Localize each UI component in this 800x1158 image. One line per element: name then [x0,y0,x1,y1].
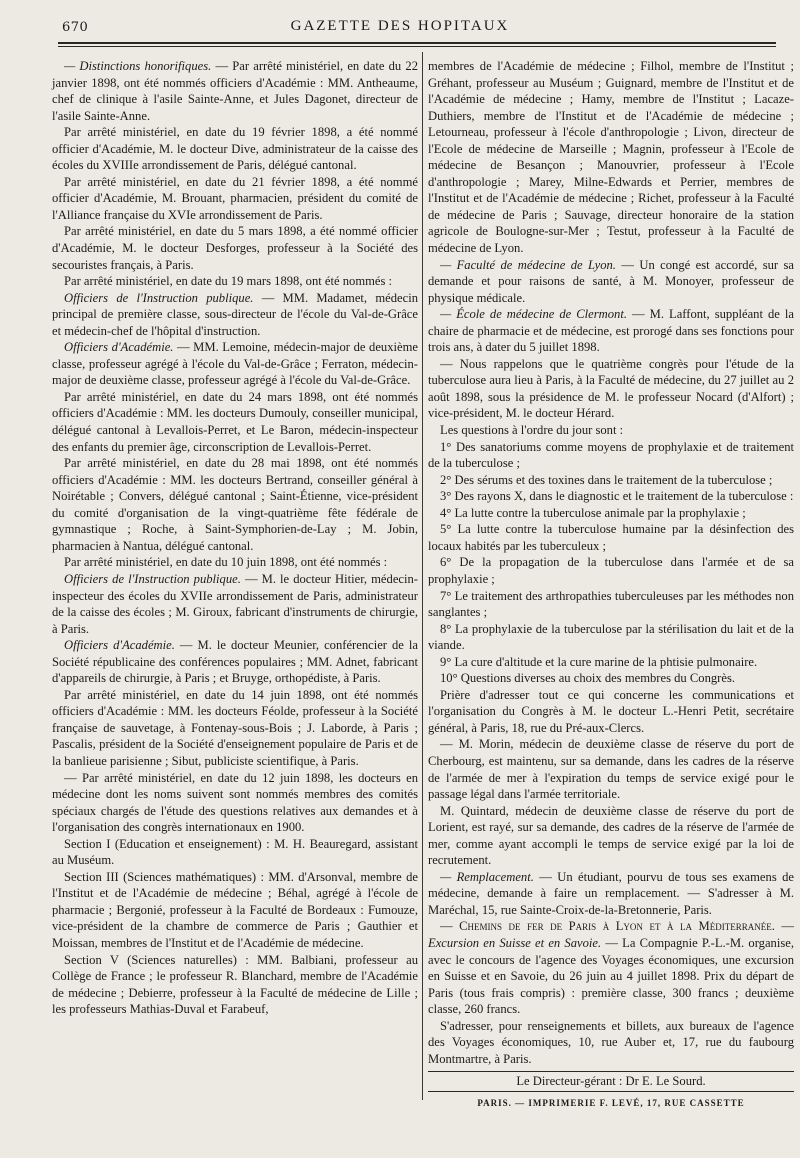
paragraph-text: 2° Des sérums et des toxines dans le traitement de la tuberculose ; [440,472,773,487]
paragraph-text: Section V (Sciences naturelles) : MM. Balbiani, professeur au Collège de France ; le professeur R. Blanchard, membre de l'Académie de médecine ; Debierre, professeur à la Faculté de médecine de Lille ; les professeurs Mathias-Duval et Farabeuf, [52,952,418,1017]
right-paragraph [428,306,794,356]
paragraph-lead: — École de médecine de Clermont. [440,307,628,322]
left-paragraph [52,174,418,224]
left-column [52,58,418,1018]
paragraph-text: — M. Laffont, suppléant de la chaire de pharmacie et de médecine, est prorogé dans ses fonctions pour trois ans, à dater du 5 juillet 1898. [428,307,794,355]
right-paragraph [428,803,794,869]
paragraph-lead: Officiers de l'Instruction publique. [64,571,241,586]
paragraph-text: Prière d'adresser tout ce qui concerne les communications et l'organisation du Congrès à M. le docteur L.-Henri Petit, secrétaire général, à Paris, 18, rue du Pré-aux-Clercs. [428,687,794,735]
paragraph-text: Section III (Sciences mathématiques) : MM. d'Arsonval, membre de l'Institut et de l'Académie de médecine ; Béhal, agrégé à l'école de pharmacie ; Bergonié, professeur à la Faculté de Bordeaux : Fumouze, vice-président de la chambre de commerce de Paris ; Gauthier et Moissan, membres de l'Institut et de l'Académie de médecine. [52,869,418,950]
left-paragraph [52,869,418,952]
right-paragraph [428,654,794,671]
left-paragraph [52,770,418,836]
left-paragraph [52,223,418,273]
left-paragraph [52,571,418,637]
paragraph-text: 1° Des sanatoriums comme moyens de prophylaxie et de traitement de la tuberculose ; [428,439,794,471]
left-paragraph [52,637,418,687]
paragraph-text: Par arrêté ministériel, en date du 28 mai 1898, ont été nommés officiers d'Académie : MM. les docteurs Bertrand, conseiller général à Noirétable ; Convers, délégué cantonal ; Saint-Étienne, vice-président du comité d'organisation de la vingt-quatrième fête fédérale de gymnastique ; Roche, à Saint-Symphorien-de-Lay ; M. Jobin, pharmacien à Nantua, délégué cantonal. [52,456,418,553]
paragraph-lead: Officiers de l'Instruction publique. [64,290,254,305]
right-paragraph [428,505,794,522]
paragraph-text: 5° La lutte contre la tuberculose humaine par la désinfection des locaux habités par les tuberculeux ; [428,522,794,553]
right-paragraph [428,521,794,554]
right-paragraph [428,257,794,307]
right-paragraph [428,869,794,919]
paragraph-text: 3° Des rayons X, dans le diagnostic et le traitement de la tuberculose : [440,489,794,504]
paragraph-lead: — Chemins de fer de Paris à Lyon et à la Méditerranée. [440,919,775,934]
right-column [428,58,794,1111]
paragraph-text: 10° Questions diverses au choix des membres du Congrès. [440,671,735,686]
left-paragraph [52,836,418,869]
right-paragraph [428,1018,794,1068]
column-divider [422,52,423,1100]
paragraph-text: membres de l'Académie de médecine ; Filhol, membre de l'Institut ; Gréhant, professeur au Muséum ; Guignard, membre de l'Institut et de l'Académie de médecine ; Hamy, membre de l'Institut ; Lacaze-Duthiers, membre de l'Institut et de l'Académie de médecine ; Letourneau, professeur à l'école d'anthropologie ; Livon, directeur de l'Ecole de médecine de Marseille ; Magnin, professeur à l'Ecole de médecine de Besançon ; Manouvrier, professeur à l'Ecole d'anthropologie ; Marey, Milne-Edwards et Perrier, membres de l'Institut et de l'Académie de médecine ; Richet, professeur à la Faculté de médecine de Paris ; Sauvage, directeur honoraire de la station agricole de Boulogne-sur-Mer ; Testut, professeur à la Faculté de médecine de Lyon. [428,59,794,256]
paragraph-text: — Un congé est accordé, sur sa demande et pour raisons de santé, à M. Monoyer, professeur de physique médicale. [428,257,795,305]
paragraph-text: — MM. Madamet, médecin principal de première classe, sous-directeur de l'école du Val-de-Grâce et médecin-chef de l'hôpital d'instruction. [52,290,418,338]
paragraph-text: 8° La prophylaxie de la tuberculose par la stérilisation du lait et de la viande. [428,621,794,653]
paragraph-text: Par arrêté ministériel, en date du 21 février 1898, a été nommé officier d'Académie, M. Brouant, pharmacien, président du comité de l'Alliance française du XVIe arrondissement de Paris. [52,174,418,222]
paragraph-text: 9° La cure d'altitude et la cure marine de la phtisie pulmonaire. [440,654,758,669]
paragraph-text: Par arrêté ministériel, en date du 5 mars 1898, a été nommé officier d'Académie, M. le docteur Desforges, professeur à la Société des secouristes français, à Paris. [52,224,418,272]
right-paragraph: — Chemins de fer de Paris à Lyon et à la Méditerranée. — Excursion en Suisse et en Savoie. — La Compagnie P.-L.-M. organise, avec le concours de l'agence des Voyages économiques, une excursion en Suisse et en Savoie, du 26 juin au 4 juillet 1898. Prix du départ de Paris (tous frais compris) : première classe, 300 francs ; deuxième classe, 260 francs. [428,919,794,1017]
right-paragraph [428,554,794,587]
paragraph-text: Par arrêté ministériel, en date du 19 février 1898, a été nommé officier d'Académie, M. le docteur Dive, administrateur de la caisse des écoles du XVIIIe arrondissement de Paris, délégué cantonal. [52,125,418,173]
left-paragraph [52,687,418,770]
paragraph-text: Les questions à l'ordre du jour sont : [440,423,624,438]
right-paragraph [428,58,794,257]
right-paragraph [428,588,794,621]
paragraph-text: — MM. Lemoine, médecin-major de deuxième classe, professeur agrégé à l'école du Val-de-Grâce ; Ferraton, médecin-major de deuxième classe, professeur agrégé à l'école du Val-de-Grâce. [52,340,418,388]
paragraph-text: M. Quintard, médecin de deuxième classe de réserve du port de Lorient, est rayé, sur sa demande, des cadres de la réserve de l'armée de mer, comme ayant accompli le temps de service exigé par la loi de recrutement. [428,803,794,868]
right-paragraph [428,356,794,422]
left-paragraph [52,339,418,389]
right-paragraph [428,422,794,439]
paragraph-text: Par arrêté ministériel, en date du 10 juin 1898, ont été nommés : [64,555,388,570]
right-paragraph [428,621,794,654]
paragraph-text: — M. le docteur Meunier, conférencier de la Société républicaine des conférences populaires ; MM. Adnet, fabricant d'appareils de chirurgie, à Paris ; et Bruyge, orthopédiste, à Paris. [52,638,418,686]
paragraph-text: 6° De la propagation de la tuberculose dans l'armée et de sa prophylaxie ; [428,555,794,586]
director-signature: Le Directeur-gérant : Dr E. Le Sourd. [428,1071,794,1092]
right-paragraph [428,687,794,737]
paragraph-text: — La Compagnie P.-L.-M. organise, avec le concours de l'agence des Voyages économiques, une excursion en Suisse et en Savoie, du 26 juin au 4 juillet 1898. Prix du départ de Paris (tous frais compris) : première classe, 300 francs ; deuxième classe, 260 francs. [428,935,794,1017]
paragraph-text: — Par arrêté ministériel, en date du 22 janvier 1898, ont été nommés officiers d'Académie : MM. Antheaume, chef de clinique à l'asile Sainte-Anne, et Jules Dagonet, directeur de l'asile Sainte-Anne. [52,59,418,123]
paragraph-text: — Par arrêté ministériel, en date du 12 juin 1898, les docteurs en médecine dont les noms suivent sont nommés membres des comités spéciaux chargés de l'étude des questions relatives aux demandes et à l'organisation des congrès internationaux en 1900. [52,770,418,835]
page-number: 670 [62,20,89,35]
page-header [0,12,800,42]
paragraph-text: — M. le docteur Hitier, médecin-inspecteur des écoles du XVIIe arrondissement de Paris, administrateur de la caisse des écoles ; M. Giroux, fabricant d'instruments de chirurgie, à Paris. [52,571,418,636]
paragraph-text: Par arrêté ministériel, en date du 24 mars 1898, ont été nommés officiers d'Académie : MM. les docteurs Dumouly, conseiller municipal, délégué cantonal à Levallois-Perret, et Le Baron, médecin-inspecteur des enfants du premier âge, circonscription de Levallois-Perret. [52,389,418,454]
printer-imprint: PARIS. — IMPRIMERIE F. LEVÉ, 17, RUE CASSETTE [477,1097,745,1108]
left-paragraph [52,554,418,571]
running-title: GAZETTE DES HOPITAUX [290,18,510,34]
right-paragraph [428,670,794,687]
paragraph-subtitle: Excursion en Suisse et en Savoie. [428,935,602,950]
paragraph-lead: — Faculté de médecine de Lyon. [440,257,616,272]
paragraph-text: — M. Morin, médecin de deuxième classe de réserve du port de Cherbourg, est maintenu, sur sa demande, dans les cadres de la réserve de l'armée de mer à l'expiration du temps de service exigé pour le passage légal dans l'armée territoriale. [428,737,794,802]
left-paragraph [52,124,418,174]
right-paragraph [428,488,794,505]
paragraph-text: Par arrêté ministériel, en date du 14 juin 1898, ont été nommés officiers d'Académie : MM. les docteurs Féolde, professeur à la Société française de sauvetage, à Fontenay-sous-Bois ; J. Laborde, à Paris ; Pascalis, président de la Société d'enseignement populaire de Paris et de la banlieue parisienne ; Sibut, publiciste scientifique, à Paris. [52,687,418,768]
paragraph-lead: — Remplacement. [440,869,534,884]
left-paragraph [52,455,418,554]
header-rule [58,42,776,47]
paragraph-text: — Nous rappelons que le quatrième congrès pour l'étude de la tuberculose aura lieu à Paris, à la Faculté de médecine, du 27 juillet au 2 août 1898, sous la présidence de M. le professeur Nocard (d'Alfort) ; vice-président, M. le docteur Hérard. [428,356,794,421]
paragraph-lead: — Distinctions honorifiques. [64,59,212,73]
paragraph-text: 4° La lutte contre la tuberculose animale par la prophylaxie ; [440,505,746,520]
left-paragraph [52,952,418,1018]
right-paragraph [428,439,794,472]
paragraph-text: 7° Le traitement des arthropathies tuberculeuses par les méthodes non sanglantes ; [428,588,794,620]
left-paragraph [52,58,418,124]
left-paragraph [52,389,418,455]
paragraph-text: S'adresser, pour renseignements et billets, aux bureaux de l'agence des Voyages économiques, 10, rue Auber et, 17, rue du faubourg Montmartre, à Paris. [428,1018,794,1066]
paragraph-text: Section I (Education et enseignement) : M. H. Beauregard, assistant au Muséum. [52,836,418,868]
right-paragraph [428,472,794,489]
paragraph-lead: Officiers d'Académie. [64,340,174,355]
left-paragraph [52,290,418,340]
paragraph-text: Par arrêté ministériel, en date du 19 mars 1898, ont été nommés : [64,274,393,289]
right-paragraph [428,736,794,802]
paragraph-text: — Un étudiant, pourvu de tous ses examens de médecine, demande à faire un remplacement. — S'adresser à M. Maréchal, 15, rue Sainte-Croix-de-la-Bretonnerie, Paris. [428,869,795,917]
left-paragraph [52,273,418,290]
paragraph-lead: Officiers d'Académie. [64,638,175,653]
